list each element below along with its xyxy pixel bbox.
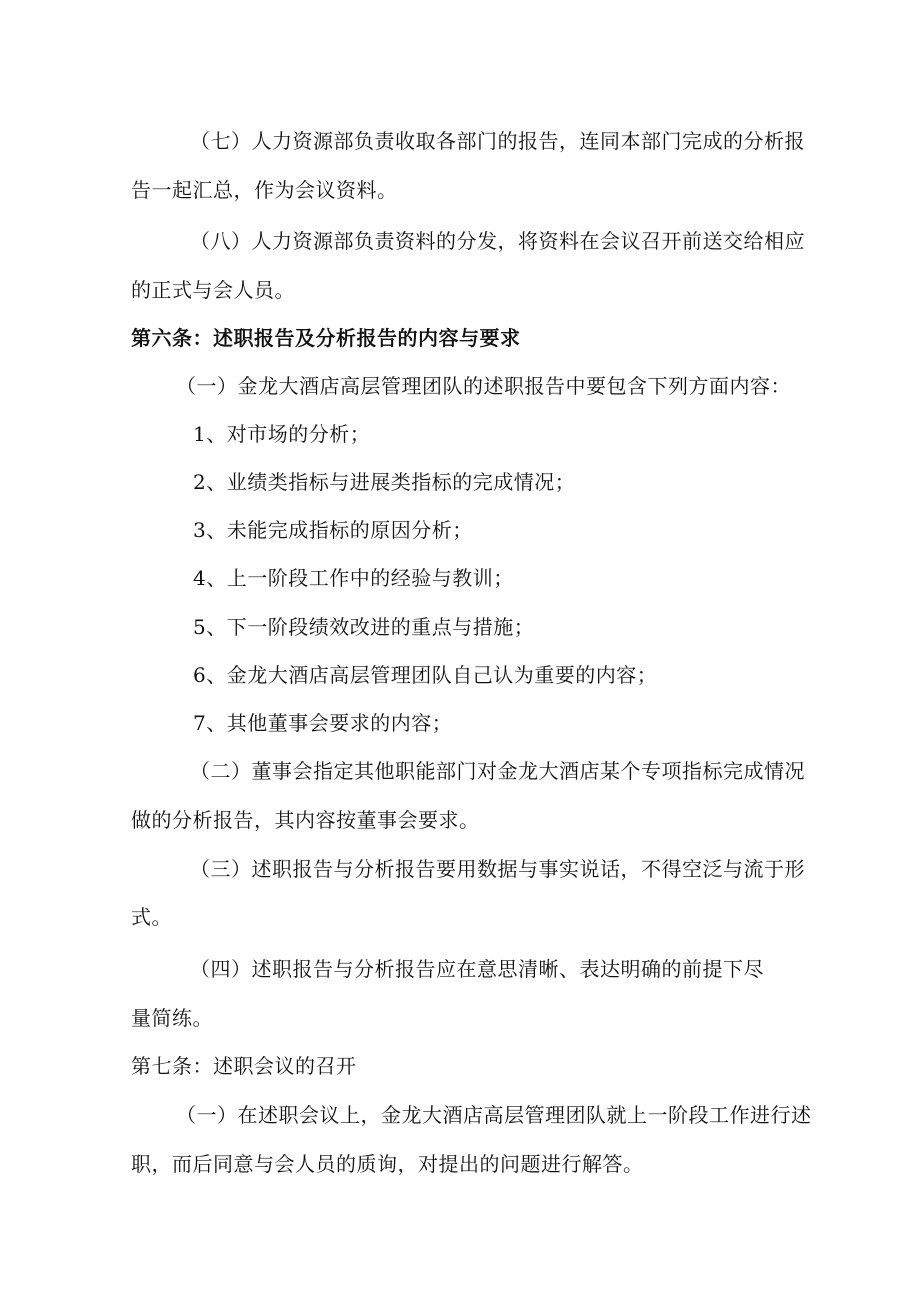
list-item: 5、下一阶段绩效改进的重点与措施；: [193, 615, 535, 639]
list-item: 3、未能完成指标的原因分析；: [193, 518, 473, 542]
article-7-heading: 第七条：述职会议的召开: [131, 1054, 357, 1078]
list-item: 4、上一阶段工作中的经验与教训；: [193, 566, 514, 590]
list-item: 2、业绩类指标与进展类指标的完成情况；: [193, 470, 576, 494]
article-6-section-2-line-2: 做的分析报告，其内容按董事会要求。: [131, 808, 480, 832]
article-7-section-1-line-2: 职，而后同意与会人员的质询，对提出的问题进行解答。: [131, 1152, 644, 1176]
article-6-section-3-line-1: （三）述职报告与分析报告要用数据与事实说话，不得空泛与流于形: [190, 857, 805, 881]
article-6-section-4-line-2: 量简练。: [131, 1006, 213, 1030]
article-6-section-3-line-2: 式。: [131, 905, 172, 929]
paragraph-8-line-1: （八）人力资源部负责资料的分发，将资料在会议召开前送交给相应: [190, 229, 805, 253]
article-6-heading: 第六条：述职报告及分析报告的内容与要求: [131, 326, 521, 350]
article-7-section-1-line-1: （一）在述职会议上，金龙大酒店高层管理团队就上一阶段工作进行述: [176, 1103, 812, 1127]
article-6-section-4-line-1: （四）述职报告与分析报告应在意思清晰、表达明确的前提下尽: [190, 957, 764, 981]
paragraph-7-line-2: 告一起汇总，作为会议资料。: [131, 178, 398, 202]
article-6-section-2-line-1: （二）董事会指定其他职能部门对金龙大酒店某个专项指标完成情况: [190, 759, 805, 783]
article-6-section-1-intro: （一）金龙大酒店高层管理团队的述职报告中要包含下列方面内容：: [176, 374, 791, 398]
paragraph-8-line-2: 的正式与会人员。: [131, 278, 295, 302]
list-item: 6、金龙大酒店高层管理团队自己认为重要的内容；: [193, 663, 658, 687]
list-item: 7、其他董事会要求的内容；: [193, 711, 453, 735]
list-item: 1、对市场的分析；: [193, 422, 371, 446]
paragraph-7-line-1: （七）人力资源部负责收取各部门的报告，连同本部门完成的分析报: [190, 129, 805, 153]
